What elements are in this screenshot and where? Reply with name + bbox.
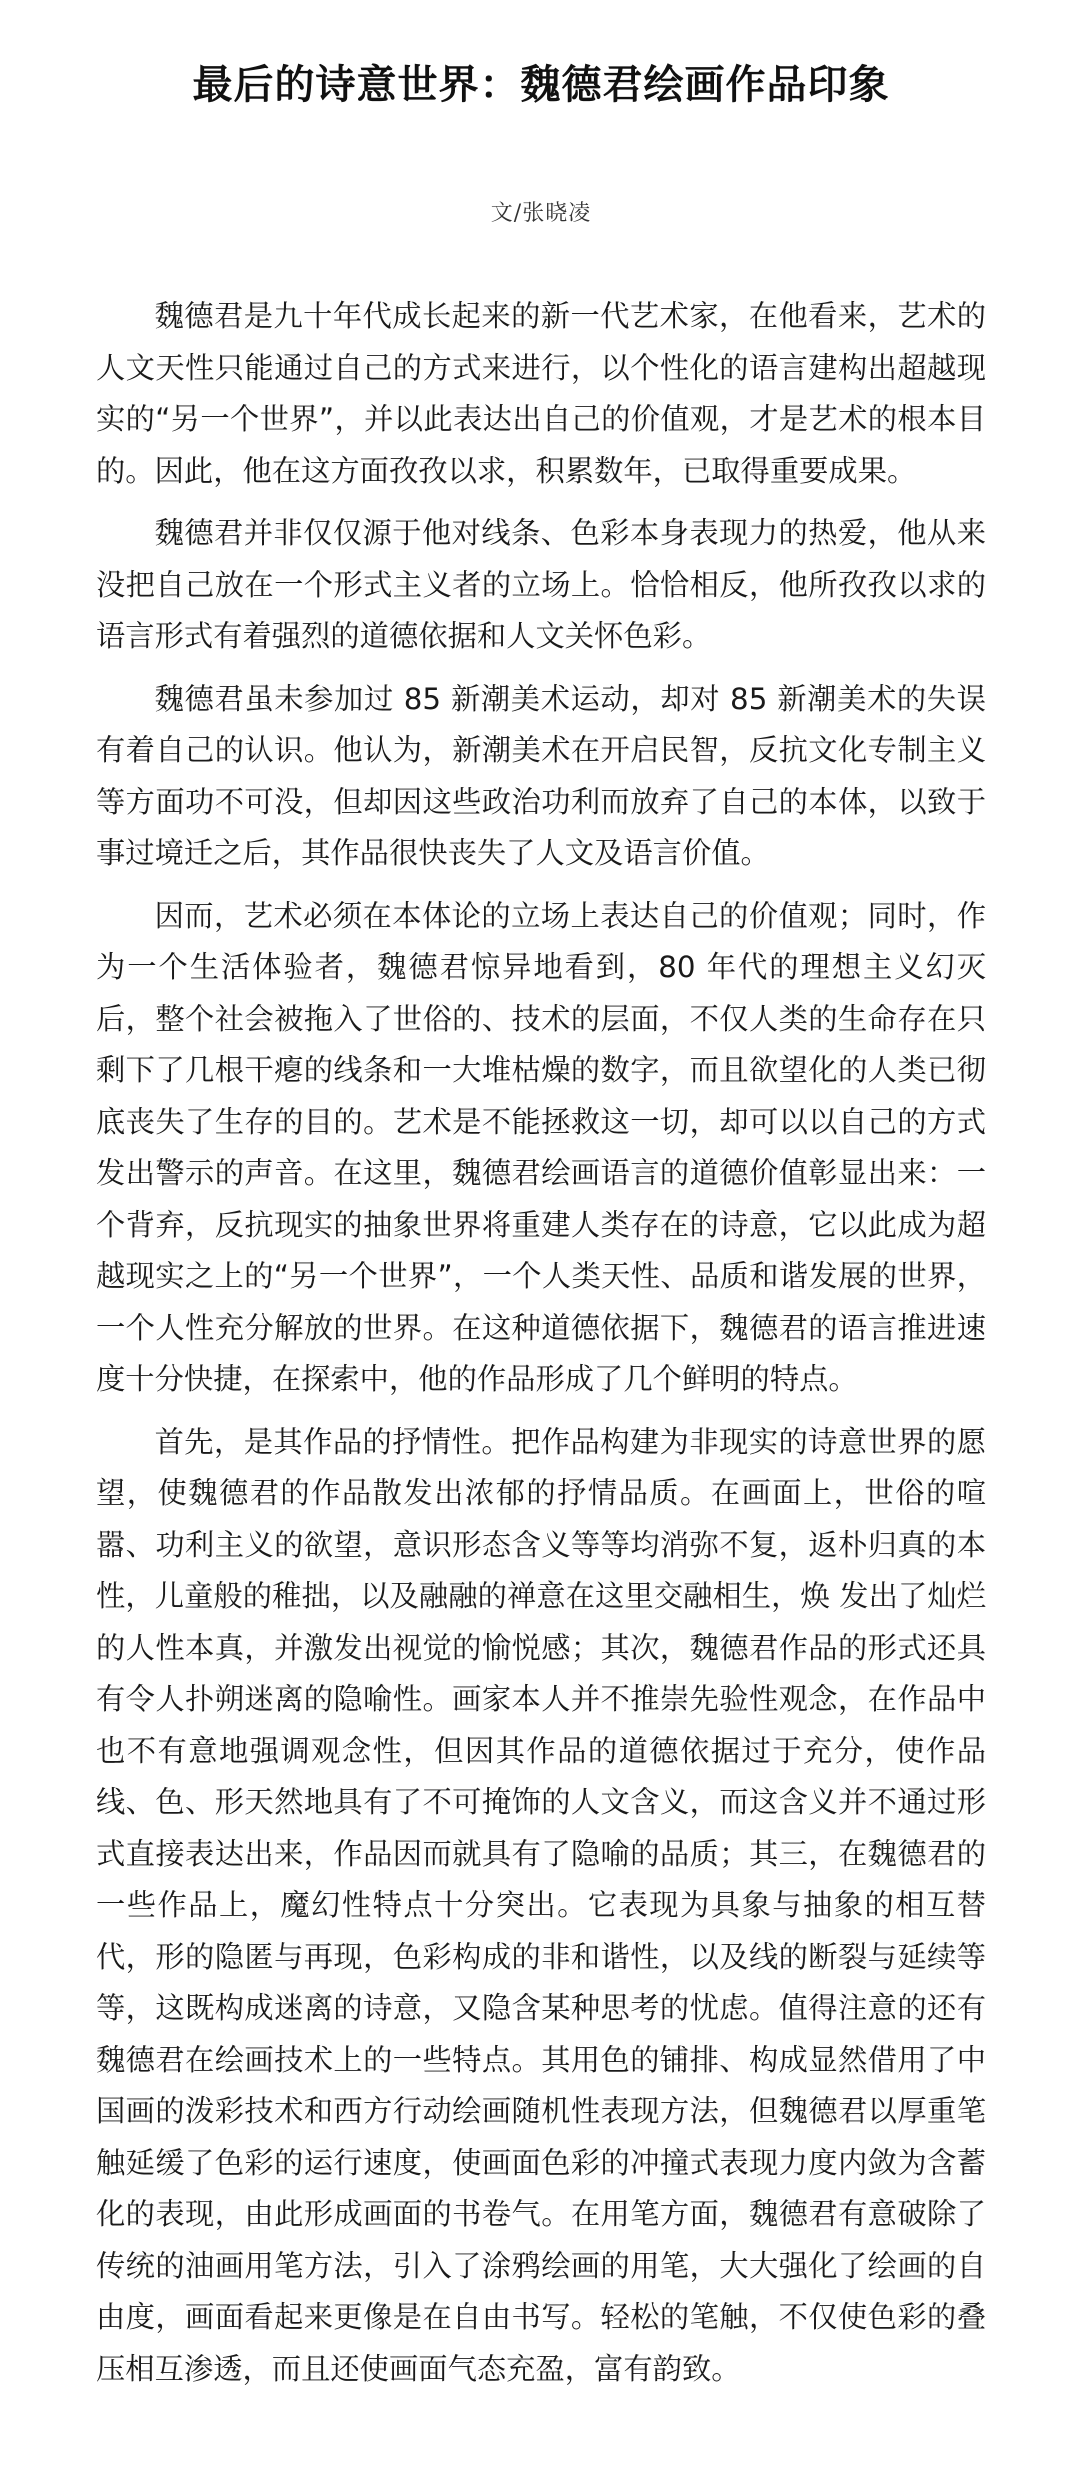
paragraph: 首先，是其作品的抒情性。把作品构建为非现实的诗意世界的愿望，使魏德君的作品散发出浓郁的抒情品质。在画面上，世俗的喧嚣、功利主义的欲望，意识形态含义等等均消弥不复，返朴归真的本性，儿童般的稚拙，以及融融的禅意在这里交融相生，焕 发出了灿烂的人性本真，并激发出视觉的愉悦感；其次，魏德君作品的形式还具有令人扑朔迷离的隐喻性。画家本人并不推崇先验性观念，在作品中也不有意地强调观念性，但因其作品的道德依据过于充分，使作品线、色、形天然地具有了不可掩饰的人文含义，而这含义并不通过形式直接表达出来，作品因而就具有了隐喻的品质；其三，在魏德君的一些作品上，魔幻性特点十分突出。它表现为具象与抽象的相互替代，形的隐匿与再现，色彩构成的非和谐性，以及线的断裂与延续等等，这既构成迷离的诗意，又隐含某种思考的忧虑。值得注意的还有魏德君在绘画技术上的一些特点。其用色的铺排、构成显然借用了中国画的泼彩技术和西方行动绘画随机性表现方法，但魏德君以厚重笔触延缓了色彩的运行速度，使画面色彩的冲撞式表现力度内敛为含蓄化的表现，由此形成画面的书卷气。在用笔方面，魏德君有意破除了传统的油画用笔方法，引入了涂鸦绘画的用笔，大大强化了绘画的自由度，画面看起来更像是在自由书写。轻松的笔触，不仅使色彩的叠压相互渗透，而且还使画面气态充盈，富有韵致。: [96, 1424, 986, 2386]
article-title: 最后的诗意世界：魏德君绘画作品印象: [192, 61, 890, 108]
paragraph: 魏德君并非仅仅源于他对线条、色彩本身表现力的热爱，他从来没把自己放在一个形式主义者的立场上。恰恰相反，他所孜孜以求的语言形式有着强烈的道德依据和人文关怀色彩。: [96, 516, 986, 653]
article-body: [96, 291, 986, 2395]
article-byline: 文/张晓凌: [490, 201, 592, 226]
paragraph: 魏德君是九十年代成长起来的新一代艺术家，在他看来，艺术的人文天性只能通过自己的方式来进行，以个性化的语言建构出超越现实的“另一个世界”，并以此表达出自己的价值观，才是艺术的根本目的。因此，他在这方面孜孜以求，积累数年，已取得重要成果。: [96, 299, 986, 488]
paragraph: 因而，艺术必须在本体论的立场上表达自己的价值观；同时，作为一个生活体验者，魏德君惊异地看到，80 年代的理想主义幻灭后，整个社会被拖入了世俗的、技术的层面，不仅人类的生命存在只剩下了几根干瘪的线条和一大堆枯燥的数字，而且欲望化的人类已彻底丧失了生存的目的。艺术是不能拯救这一切，却可以以自己的方式发出警示的声音。在这里，魏德君绘画语言的道德价值彰显出来：一个背弃，反抗现实的抽象世界将重建人类存在的诗意，它以此成为超越现实之上的“另一个世界”，一个人类天性、品质和谐发展的世界，一个人性充分解放的世界。在这种道德依据下，魏德君的语言推进速度十分快捷，在探索中，他的作品形成了几个鲜明的特点。: [96, 898, 986, 1396]
paragraph: 魏德君虽未参加过 85 新潮美术运动，却对 85 新潮美术的失误有着自己的认识。他认为，新潮美术在开启民智，反抗文化专制主义等方面功不可没，但却因这些政治功利而放弃了自己的本体，以致于事过境迁之后，其作品很快丧失了人文及语言价值。: [96, 681, 986, 870]
